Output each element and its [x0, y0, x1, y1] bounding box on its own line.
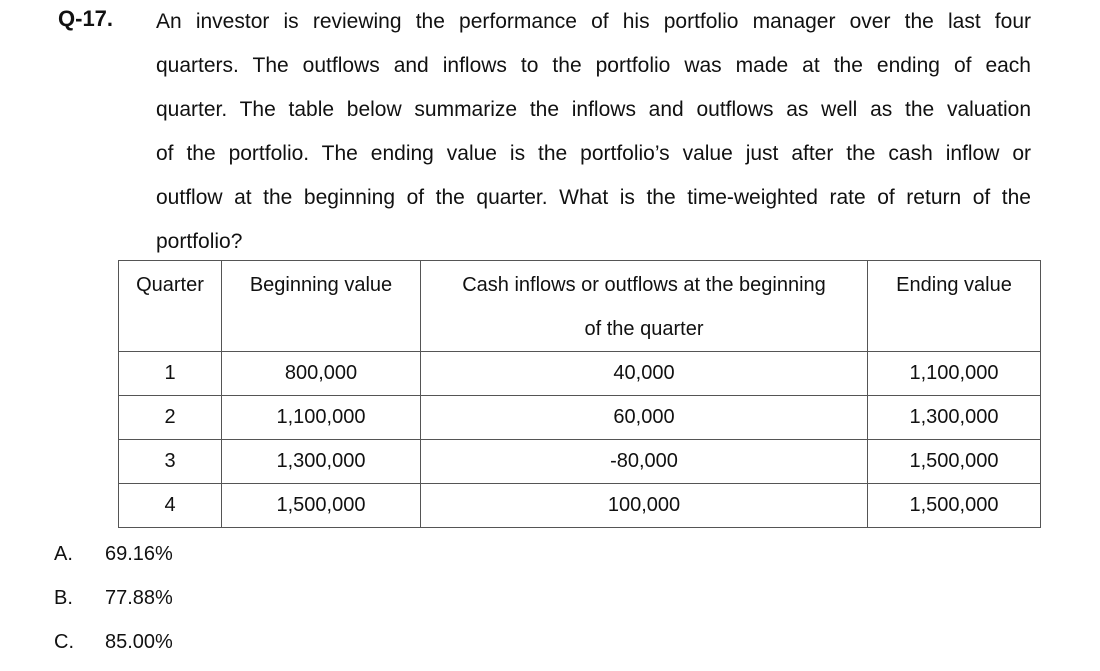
question-line: An investor is reviewing the performance of his portfolio manager over the last four [156, 10, 1031, 33]
header-quarter: Quarter [119, 261, 222, 352]
cell-ending-value: 1,500,000 [868, 440, 1041, 484]
table-header-row [119, 261, 1041, 352]
option-letter: B. [54, 587, 73, 609]
header-ending-value: Ending value [868, 261, 1041, 352]
header-cash-flows [421, 261, 868, 352]
option-a[interactable] [54, 532, 173, 576]
portfolio-table [118, 260, 1041, 528]
cell-quarter: 3 [119, 440, 222, 484]
option-letter: A. [54, 543, 73, 565]
cell-beginning-value: 1,500,000 [222, 484, 421, 528]
option-c[interactable] [54, 620, 173, 664]
header-beginning-value: Beginning value [222, 261, 421, 352]
header-cash-flows-line2: of the quarter [584, 318, 704, 340]
answer-options [54, 532, 173, 664]
option-text: 85.00% [105, 631, 173, 653]
cell-quarter: 4 [119, 484, 222, 528]
cell-cash-flow: -80,000 [421, 440, 868, 484]
cell-ending-value: 1,500,000 [868, 484, 1041, 528]
cell-cash-flow: 40,000 [421, 352, 868, 396]
cell-quarter: 1 [119, 352, 222, 396]
option-text: 69.16% [105, 543, 173, 565]
cell-ending-value: 1,300,000 [868, 396, 1041, 440]
header-cash-flows-line1: Cash inflows or outflows at the beginning [462, 274, 826, 296]
question-number: Q-17. [58, 6, 114, 31]
cell-cash-flow: 100,000 [421, 484, 868, 528]
question-line: outflow at the beginning of the quarter. What is the time-weighted rate of return of the [156, 186, 1031, 209]
table-row [119, 484, 1041, 528]
table-row [119, 440, 1041, 484]
table-row [119, 352, 1041, 396]
cell-quarter: 2 [119, 396, 222, 440]
cell-beginning-value: 1,100,000 [222, 396, 421, 440]
question-line: of the portfolio. The ending value is the portfolio’s value just after the cash inflow or [156, 142, 1031, 165]
option-b[interactable] [54, 576, 173, 620]
table-row [119, 396, 1041, 440]
question-line: quarter. The table below summarize the inflows and outflows as well as the valuation [156, 98, 1031, 121]
question-text [156, 0, 1031, 264]
cell-cash-flow: 60,000 [421, 396, 868, 440]
option-letter: C. [54, 631, 74, 653]
cell-beginning-value: 800,000 [222, 352, 421, 396]
cell-ending-value: 1,100,000 [868, 352, 1041, 396]
question-line: quarters. The outflows and inflows to the portfolio was made at the ending of each [156, 54, 1031, 77]
question-line: portfolio? [156, 230, 243, 253]
cell-beginning-value: 1,300,000 [222, 440, 421, 484]
option-text: 77.88% [105, 587, 173, 609]
